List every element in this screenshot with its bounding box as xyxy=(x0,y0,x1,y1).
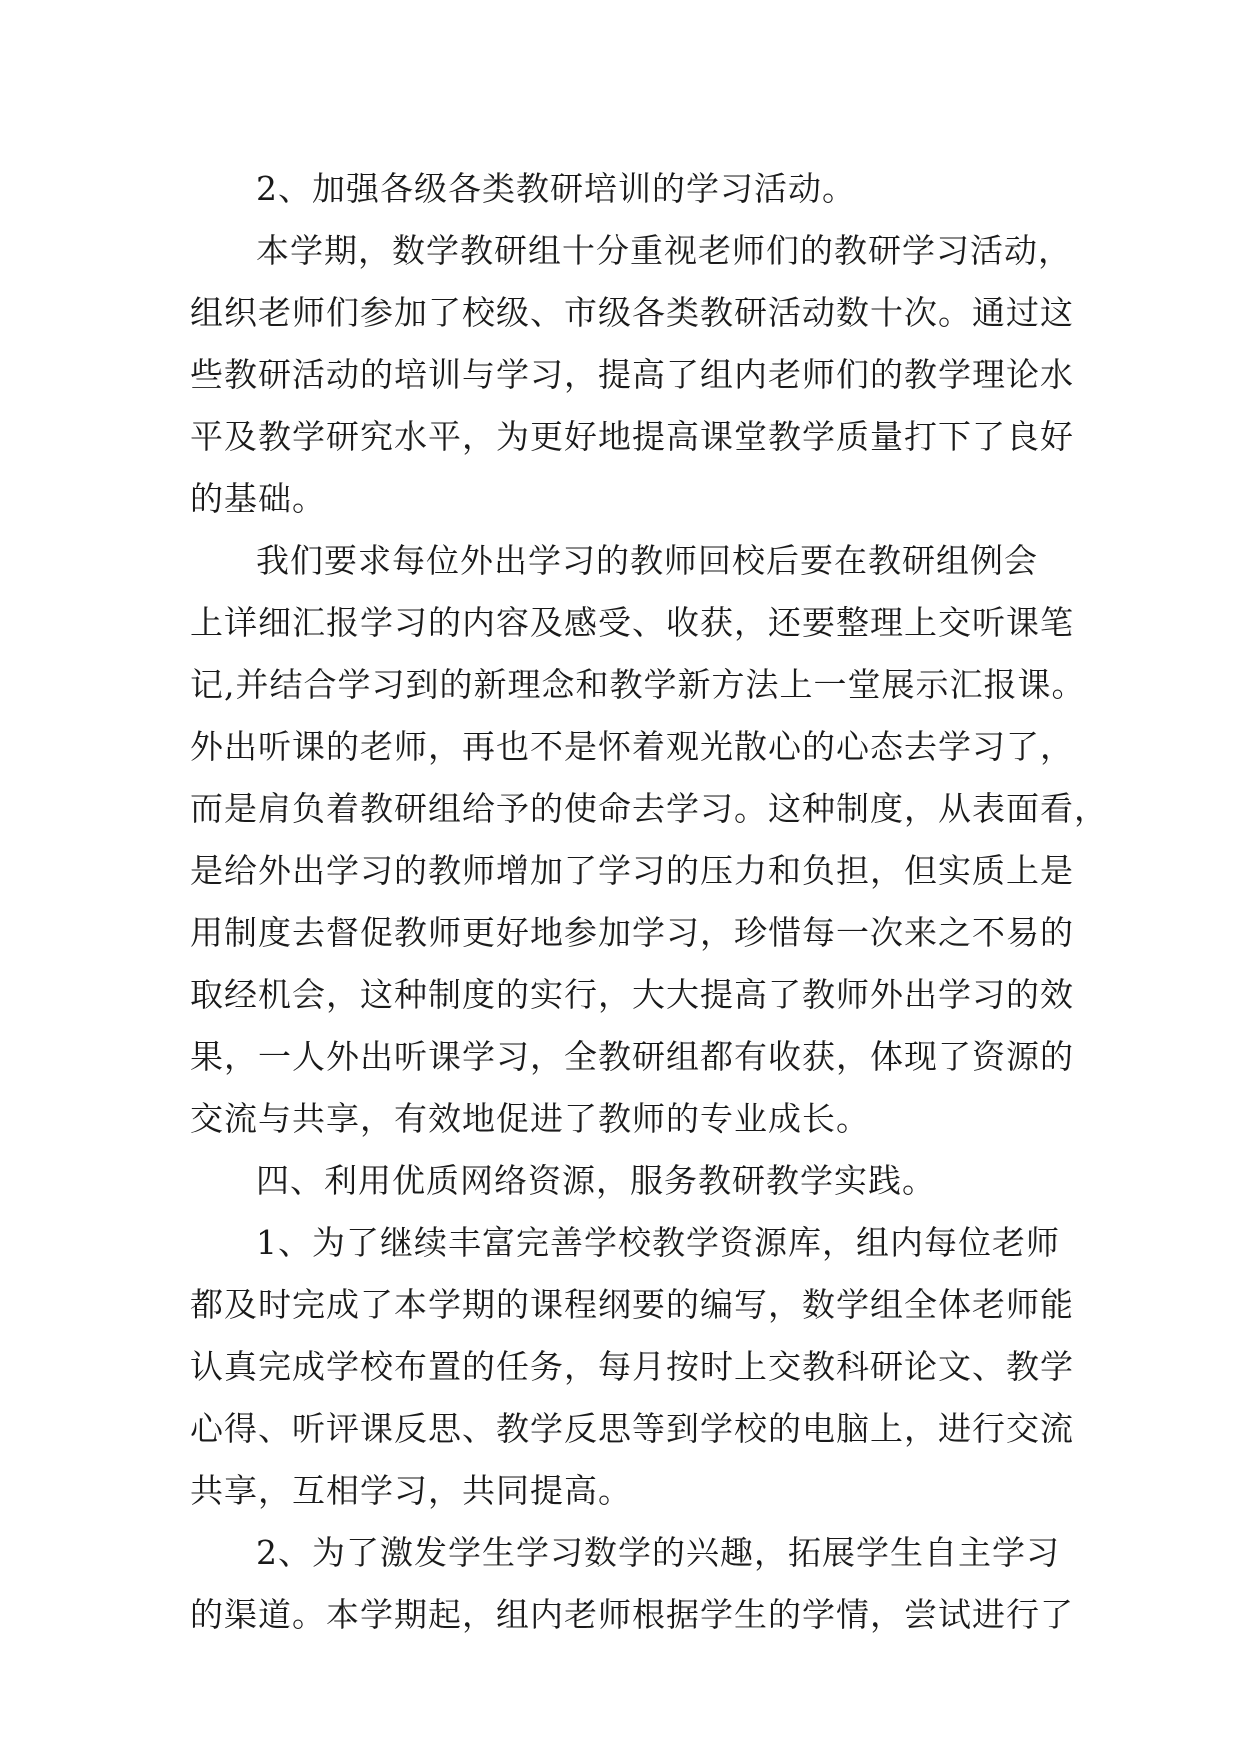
text-line: 是给外出学习的教师增加了学习的压力和负担，但实质上是 xyxy=(190,851,1074,890)
text-line: 外出听课的老师，再也不是怀着观光散心的心态去学习了， xyxy=(190,727,1074,766)
text-line: 交流与共享，有效地促进了教师的专业成长。 xyxy=(190,1099,870,1138)
text-line: 心得、听评课反思、教学反思等到学校的电脑上，进行交流 xyxy=(190,1409,1074,1448)
text-line: 1、为了继续丰富完善学校教学资源库，组内每位老师 xyxy=(256,1223,1060,1262)
text-line: 记,并结合学习到的新理念和教学新方法上一堂展示汇报课。 xyxy=(190,665,1086,704)
text-line: 取经机会，这种制度的实行，大大提高了教师外出学习的效 xyxy=(190,975,1074,1014)
text-line: 些教研活动的培训与学习，提高了组内老师们的教学理论水 xyxy=(190,355,1074,394)
text-line: 共享，互相学习，共同提高。 xyxy=(190,1471,632,1510)
section-heading: 四、利用优质网络资源，服务教研教学实践。 xyxy=(256,1161,936,1200)
text-line: 的渠道。本学期起，组内老师根据学生的学情，尝试进行了 xyxy=(190,1595,1074,1634)
text-line: 本学期，数学教研组十分重视老师们的教研学习活动， xyxy=(256,231,1072,270)
text-line: 认真完成学校布置的任务，每月按时上交教科研论文、教学 xyxy=(190,1347,1074,1386)
text-line: 而是肩负着教研组给予的使命去学习。这种制度，从表面看， xyxy=(190,789,1108,828)
text-line: 平及教学研究水平，为更好地提高课堂教学质量打下了良好 xyxy=(190,417,1074,456)
text-line: 我们要求每位外出学习的教师回校后要在教研组例会 xyxy=(256,541,1038,580)
text-line: 组织老师们参加了校级、市级各类教研活动数十次。通过这 xyxy=(190,293,1074,332)
text-line: 2、为了激发学生学习数学的兴趣，拓展学生自主学习 xyxy=(256,1533,1060,1572)
text-line: 的基础。 xyxy=(190,479,326,518)
document-body xyxy=(190,158,1108,1646)
text-line: 果，一人外出听课学习，全教研组都有收获，体现了资源的 xyxy=(190,1037,1074,1076)
text-line: 上详细汇报学习的内容及感受、收获，还要整理上交听课笔 xyxy=(190,603,1074,642)
text-line: 用制度去督促教师更好地参加学习，珍惜每一次来之不易的 xyxy=(190,913,1074,952)
text-line: 2、加强各级各类教研培训的学习活动。 xyxy=(256,169,856,208)
text-line: 都及时完成了本学期的课程纲要的编写，数学组全体老师能 xyxy=(190,1285,1074,1324)
